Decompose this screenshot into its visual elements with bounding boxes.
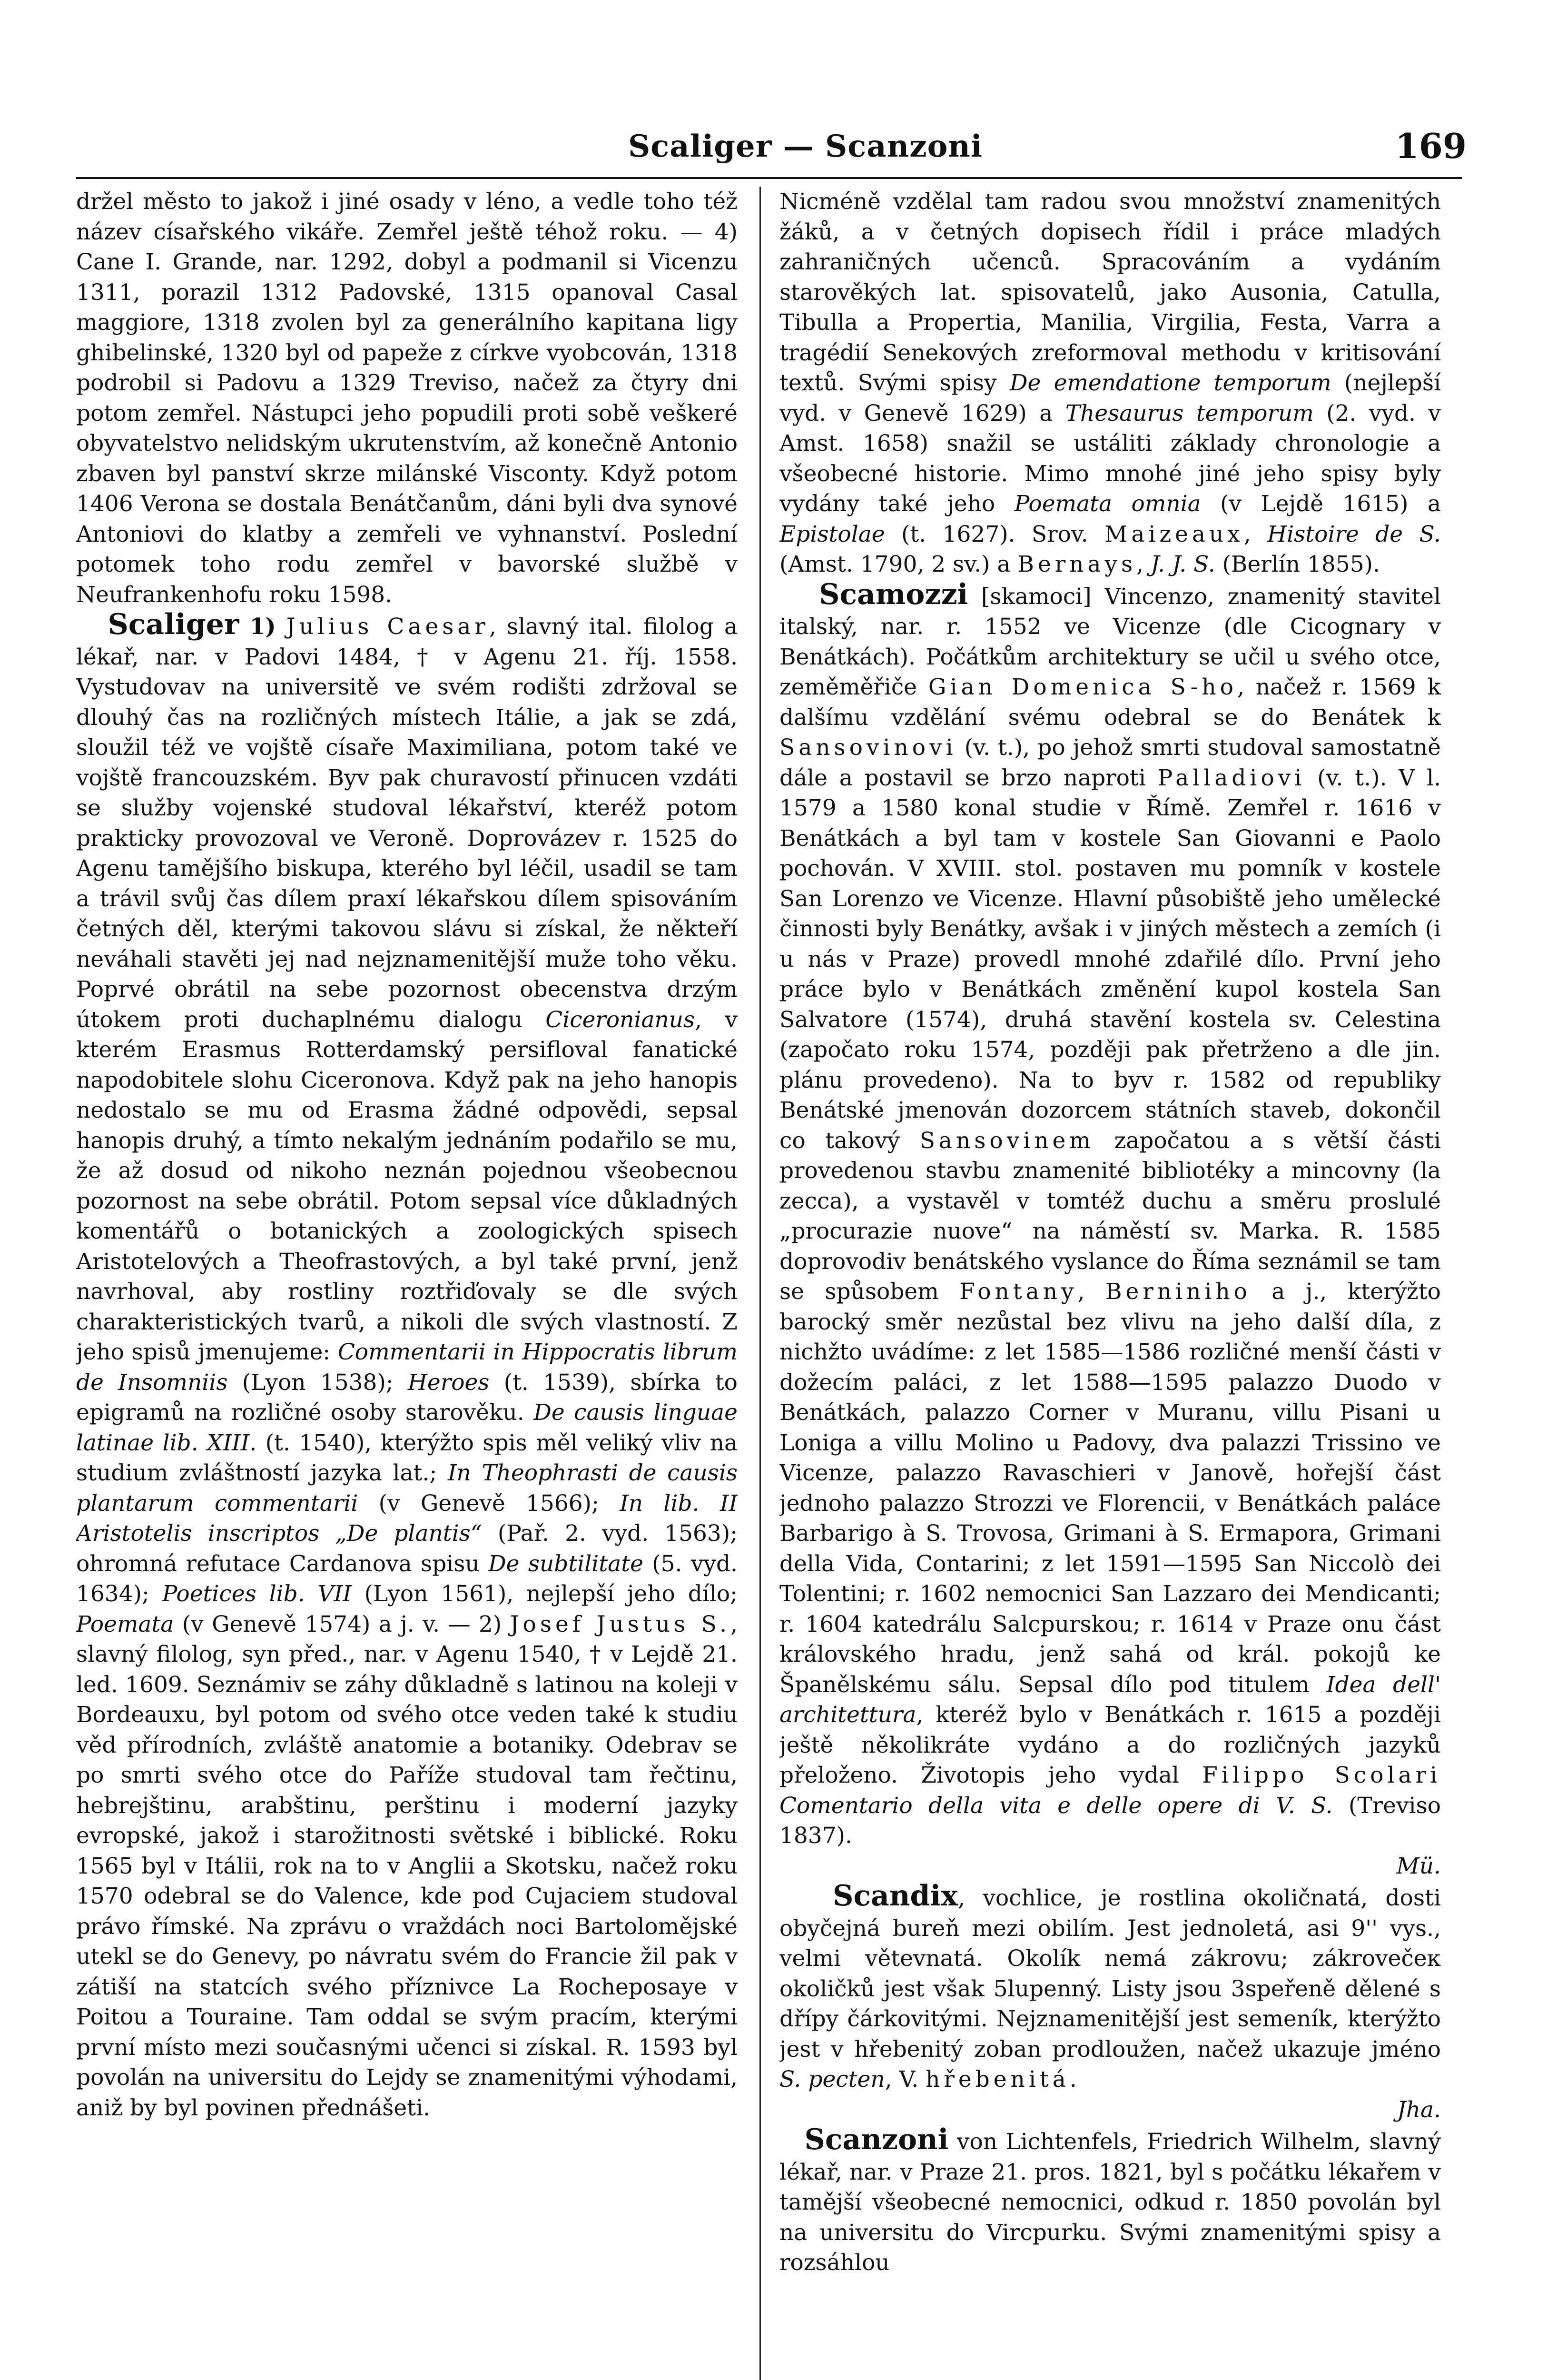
entry-text: Nicméně vzdělal tam radou svou množství znamenitých žáků, a v četných dopisech řídil i práce mladých zahraničných učenců. Spracováním a vydáním starověkých lat. spisovatelů, jako Ausonia, Catulla, Tibulla a Propertia, Manilia, Virgilia, Festa, Varra a tragédií Senekových zreformoval methodu v kritisování textů. Svými spisy — [779, 188, 1441, 396]
entry-continuation-scala: držel město to jakož i jiné osady v léno, a vedle toho též název císařského vikáře. Zemřel ještě téhož roku. — 4) Cane I. Grande, nar. 1292, dobyl a podmanil si Vicenzu 1311, porazil 1312 Padovské, 1315 opanoval Casal maggiore, 1318 zvolen byl za generálního kapitana ligy ghibelinské, 1320 byl od papeže z církve vyobcován, 1318 podrobil si Padovu a 1329 Treviso, načež za čtyry dni potom zemřel. Nástupci jeho popudili proti sobě veškeré obyvatelstvo nelidským ukrutenstvím, až konečně Antonio zbaven byl panství skrze milánské Visconty. Když potom 1406 Verona se dostala Benátčanům, dáni byli dva synové Antoniovi do klatby a zemřeli ve vyhnanství. Poslední potomek toho rodu zemřel v bavorské službě v Neufrankenhofu roku 1598. — [76, 188, 738, 608]
entry-scanzoni — [779, 2125, 1441, 2278]
work-title: Histoire de S. — [1267, 521, 1441, 547]
entry-text: (v Genevě 1574) a j. v. — 2) — [174, 1611, 510, 1637]
person-name: Josef Justus S. — [510, 1611, 731, 1637]
work-title: In Theophrasti de causis plantarum commentarii — [76, 1460, 738, 1517]
author-signature: Mü. — [1396, 1853, 1441, 1879]
entry-text: (t. 1627). Srov. — [885, 521, 1105, 547]
work-title: De emendatione temporum — [1009, 370, 1331, 396]
work-title: Ciceronianus — [545, 1006, 695, 1033]
entry-text: (Amst. 1790, 2 sv.) a — [779, 551, 1018, 577]
entry-text: (t. 1540), kterýžto spis měl veliký vliv na studium zvláštností jazyka lat.; — [76, 1429, 738, 1486]
czech-name: hřebenitá — [926, 2066, 1070, 2092]
entry-text: , v kterém Erasmus Rotterdamský persifloval fanatické napodobitele slohu Ciceronova. Když pak na jeho hanopis nedostalo se mu od Erasma žádné odpovědi, sepsal hanopis druhý, a tímto nekalým jednáním podařilo se mu, že až dosud od nikoho neznán pojednou všeobecnou pozornost na sebe obrátil. Potom sepsal více důkladných komentářů o botanických a zoologických spisech Aristotelových a Theofrastových, a byl také první, jenž navrhoval, aby rostliny roztřiďovaly se dle svých charakteristických tvarů, a nikoli dle svých vlastností. Z jeho spisů jmenujeme: — [76, 1006, 738, 1365]
entry-scamozzi — [779, 577, 1441, 1882]
entry-text: , vochlice, je rostlina okoličnatá, dosti obyčejná bureň mezi obilím. Jest jednoletá, asi 9'' vys., velmi větevnatá. Okolík nemá zákrovu; zákrovečeк okoličků jest však 5lupenný. Listy jsou 3speřeně dělené s dřípy čárkovitými. Nejznamenitější jest semeník, kterýžto jest v hřebenitý zoban prodloužen, načež ukazuje jméno — [779, 1885, 1441, 2063]
person-name: Berniniho — [1105, 1279, 1251, 1305]
author-signature: Jha. — [1397, 2096, 1441, 2123]
work-title: De subtilitate — [488, 1550, 643, 1577]
species-name: S. pecten — [779, 2066, 885, 2092]
entry-text: . — [1069, 2066, 1077, 2092]
entry-text: , načež r. 1569 k dalšímu vzdělání svému odebral se do Benátek k — [779, 674, 1441, 731]
entry-text: (t. 1539), sbírka to epigramů na rozličné osoby starověku. — [76, 1369, 738, 1426]
entry-headword: Scamozzi — [819, 577, 968, 611]
work-title: Poemata omnia — [1014, 491, 1201, 517]
work-title: Idea dell' architettura — [779, 1671, 1441, 1728]
page-number: 169 — [1395, 126, 1467, 166]
entry-text: , slavný ital. filolog a lékař, nar. v Padovi 1484, † v Agenu 21. říj. 1558. Vystudovav na universitě ve svém rodišti zdržoval se dlouhý čas na rozličných místech Itálie, a jak se zdá, sloužil též ve vojště císaře Maximiliana, potom také ve vojště francouzském. Byv pak churavostí přinucen vzdáti se služby vojenské studoval lékařství, kteréž potom prakticky provozoval ve Veroně. Doprovázev r. 1525 do Agenu tamějšího biskupa, kterého byl léčil, usadil se tam a trávil svůj čas dílem praxí lékařskou dílem spisováním četných děl, kterými takovou slávu si získal, že někteří neváhali stavěti jej nad nejznamenitější muže toho věku. Poprvé obrátil na sebe pozornost obecenstva drzým útokem proti duchaplnému dialogu — [76, 614, 738, 1033]
work-title: Comentario della vita e delle opere di V. S. — [779, 1792, 1333, 1819]
entry-text: [skamoci] Vincenzo, znamenitý stavitel italský, nar. r. 1552 ve Vicenze (dle Cicognary v Benátkách). Počátkům architektury se učil u svého otce, zeměměřiče — [779, 583, 1441, 700]
entry-text: , — [1136, 551, 1151, 577]
person-name: Filippo Scolari — [1202, 1762, 1441, 1788]
entry-text: započatou a s větší části provedenou stavbu znamenité bibliotéky a mincovny (la zecca), a vystavěl v tomtéž duchu a směru proslulé „procurazie nuove“ na náměstí sv. Marka. R. 1585 doprovodiv benátského vyslance do Říma seznámil se tam se spůsobem — [779, 1127, 1441, 1305]
entry-scandix — [779, 1881, 1441, 2125]
work-title: Poetices lib. VII — [162, 1581, 352, 1607]
entry-number: 1) — [249, 614, 276, 640]
entry-headword: Scaliger — [108, 608, 239, 641]
entry-text: von Lichtenfels, Friedrich Wilhelm, slavný lékař, nar. v Praze 21. pros. 1821, byl s počátku lékařem v tamější všeobecné nemocnici, odkud r. 1850 povolán byl na universitu do Virсpurku. Svými znamenitými spisy a rozsáhlou — [779, 2129, 1441, 2276]
person-name: Fontany — [959, 1279, 1078, 1305]
work-title: Heroes — [407, 1369, 490, 1396]
entry-headword: Scandix — [833, 1879, 958, 1913]
entry-text: (5. vyd. 1634); — [76, 1550, 738, 1607]
left-column — [76, 187, 738, 2380]
entry-text: (nejlepší vyd. v Genevě 1629) a — [779, 370, 1441, 426]
entry-text: (v Lejdě 1615) a — [1201, 491, 1441, 517]
person-name: Maizeaux — [1104, 521, 1244, 547]
entry-text: a j., kterýžto barocký směr nezůstal bez vlivu na jeho další díla, z nichžto uvádíme: z let 1585—1586 rozličné menší části v dožecím paláci, z let 1588—1595 palazzo Duodo v Benátkách, palazzo Corner v Muranu, villu Pisani u Loniga a villu Molino u Padovy, dva palazzi Trissino ve Vicenze, palazzo Ravaschieri v Janově, hořejší část jednoho palazzo Strozzi ve Florencii, v Benátkách paláce Barbarigo à S. Trovosa, Grimani à S. Ermapora, Grimani della Vida, Contarini; z let 1591—1595 San Niccolò dei Tolentini; r. 1602 nemocnici San Lazzaro dei Mendicanti; r. 1604 katedrálu Salcpurskou; r. 1614 v Praze onu část královského hradu, jenž sahá od král. pokojů ke Španělskému sálu. Sepsal dílo pod titulem — [779, 1279, 1441, 1698]
person-name: Palladiovi — [1157, 764, 1306, 791]
entry-text: (v. t.). V l. 1579 a 1580 konal studie v Římě. Zemřel r. 1616 v Benátkách a byl tam v kostele San Giovanni e Paolo pochován. V XVIII. stol. postaven mu pomník v kostele San Lorenzo ve Vicenze. Hlavní působiště jeho umělecké činnosti byly Benátky, avšak i v jiných městech a zemích (i u nás v Praze) provedl mnohé zdařilé dílo. První jeho práce bylo v Benátkách změnění kupol kostela San Salvatore (1574), druhá stavění kostela sv. Celestina (započato roku 1574, později pak přetrženo a dle jin. plánu provedeno). Na to byv r. 1582 od republiky Benátské jmenován dozorcem státních staveb, dokončil co takový — [779, 764, 1441, 1154]
entry-text: (2. vyd. v Amst. 1658) snažil se ustáliti základy chronologie a všeobecné historie. Mimo mnohé jiné jeho spisy byly vydány také jeho — [779, 400, 1441, 517]
entry-text: , V. — [885, 2066, 926, 2092]
column-divider — [759, 187, 761, 2380]
entry-text: , — [1077, 1279, 1105, 1305]
work-title: Poemata — [76, 1611, 174, 1637]
person-name: Julius Caesar — [286, 614, 489, 640]
entry-headword: Scanzoni — [804, 2123, 949, 2156]
entry-text: , — [1243, 521, 1268, 547]
work-title: De causis linguae latinae lib. XIII. — [76, 1399, 738, 1456]
work-title: J. J. S. — [1151, 551, 1215, 577]
page-header — [76, 126, 1481, 171]
entry-scaliger — [76, 610, 738, 2123]
person-name: Sansovinem — [919, 1127, 1094, 1154]
entry-text: (Lyon 1561), nejlepší jeho dílo; — [351, 1581, 738, 1607]
work-title: In lib. II Aristotelis inscriptos „De plantis“ — [76, 1490, 738, 1547]
person-name: Sansovinovi — [779, 734, 957, 761]
right-column — [779, 187, 1441, 2380]
entry-text: (Lyon 1538); — [227, 1369, 408, 1396]
entry-text: , kteréž bylo v Benátkách r. 1615 a později ještě několikráte vydáno a do rozličných jazyků přeloženo. Životopis jeho vydal — [779, 1702, 1441, 1788]
entry-text: (v Genevě 1566); — [358, 1490, 620, 1517]
person-name: Bernays — [1017, 551, 1137, 577]
entry-text: (Pař. 2. vyd. 1563); ohromná refutace Cardanova spisu — [76, 1520, 738, 1577]
work-title: Thesaurus temporum — [1065, 400, 1314, 426]
running-title: Scaliger — Scanzoni — [628, 129, 983, 164]
work-title: Epistolae — [779, 521, 885, 547]
entry-continuation-scaliger — [779, 187, 1441, 580]
entry-text: , slavný filolog, syn před., nar. v Agenu 1540, † v Lejdě 21. led. 1609. Seznámiv se záhy důkladně s latinou na koleji v Bordeauxu, byl potom od svého otce veden také k studiu věd přírodních, zvláště anatomie a botaniky. Odebrav se po smrti svého otce do Paříže studoval tam řečtinu, hebrejštinu, arabštinu, perštinu i moderní jazyky evropské, jakož i starožitnosti světské i biblické. Roku 1565 byl v Itálii, rok na to v Anglii a Skotsku, načež roku 1570 odebral se do Valence, kde pod Cujaciem studoval právo římské. Na zprávu o vraždách noci Bartolomějské utekl se do Genevy, po návratu svém do Francie žil pak v zátiší na statcích svého příznivce La Rocheposaye v Poitou a Touraine. Tam oddal se svým pracím, kterými první místo mezi současnými učenci si získal. R. 1593 byl povolán na universitu do Lejdy se znamenitými výhodami, aniž by byl povinen přednášeti. — [76, 1611, 738, 2121]
person-name: Gian Domenica S-ho — [928, 674, 1237, 700]
work-title: Commentarii in Hippocratis librum de Insomniis — [76, 1339, 738, 1396]
entry-text: (Berlín 1855). — [1215, 551, 1380, 577]
entry-text: (Treviso 1837). — [779, 1792, 1441, 1849]
header-rule — [76, 177, 1462, 179]
entry-text: (v. t.), po jehož smrti studoval samostatně dále a postavil se brzo naproti — [779, 734, 1441, 791]
